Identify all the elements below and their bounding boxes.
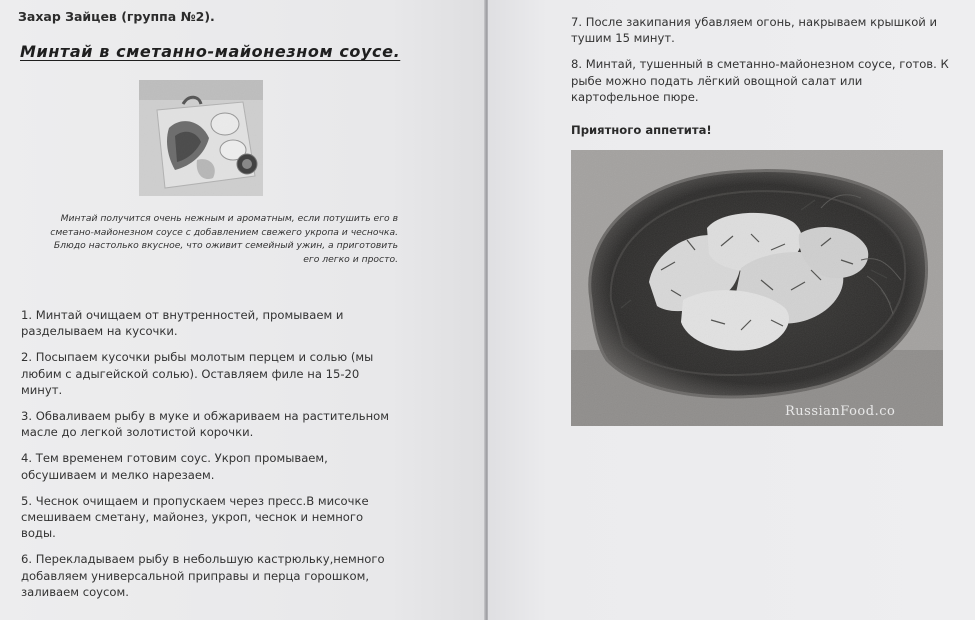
step-8: [571, 56, 951, 105]
step-line: рыбе можно подать лёгкий овощной салат или: [571, 73, 863, 88]
left-page: [0, 0, 486, 620]
closing-text: Приятного аппетита!: [571, 123, 712, 137]
step-5: [21, 493, 393, 542]
dish-photo-drawing: [571, 150, 943, 426]
intro-line: Минтай получится очень нежным и ароматным, если потушить его в: [60, 213, 398, 224]
step-1: [21, 307, 393, 339]
step-line: воды.: [21, 526, 56, 541]
step-2: [21, 349, 393, 398]
recipe-title: Минтай в сметанно-майонезном соусе.: [20, 42, 401, 61]
step-line: 4. Тем временем готовим соус. Укроп промываем,: [21, 451, 328, 466]
step-line: 2. Посыпаем кусочки рыбы молотым перцем и солью (мы: [21, 350, 374, 365]
step-6: [21, 551, 393, 600]
step-line: тушим 15 минут.: [571, 31, 675, 46]
author-line: Захар Зайцев (группа №2).: [18, 9, 215, 24]
step-line: 5. Чеснок очищаем и пропускаем через пресс.В мисочке: [21, 493, 369, 508]
step-3: [21, 408, 393, 440]
step-line: картофельное пюре.: [571, 89, 699, 104]
step-line: любим с адыгейской солью). Оставляем филе на 15-20: [21, 366, 360, 381]
intro-line: его легко и просто.: [303, 253, 398, 265]
intro-line: Блюдо настолько вкусное, что оживит семейный ужин, а приготовить: [53, 240, 398, 251]
intro-paragraph: [20, 212, 398, 266]
steps-list-right: [571, 14, 951, 115]
ingredients-photo-drawing: [139, 80, 263, 196]
step-7: [571, 14, 951, 46]
step-line: обсушиваем и мелко нарезаем.: [21, 467, 215, 482]
step-4: [21, 450, 393, 482]
step-line: заливаем соусом.: [21, 584, 129, 599]
step-line: 6. Перекладываем рыбу в небольшую кастрюльку,немного: [21, 552, 385, 567]
step-line: минут.: [21, 382, 63, 397]
intro-line: сметано-майонезном соусе с добавлением свежего укропа и чесночка.: [50, 226, 398, 238]
step-line: смешиваем сметану, майонез, укроп, чеснок и немного: [21, 510, 364, 525]
step-line: разделываем на кусочки.: [21, 324, 178, 339]
step-line: масле до легкой золотистой корочки.: [21, 425, 254, 440]
step-line: 7. После закипания убавляем огонь, накрываем крышкой и: [571, 15, 938, 29]
dish-photo: [571, 150, 943, 426]
ingredients-photo: [139, 80, 263, 196]
step-line: 3. Обваливаем рыбу в муке и обжариваем на растительном: [21, 409, 390, 424]
watermark-text: RussianFood.co: [785, 404, 896, 419]
step-line: добавляем универсальной приправы и перца горошком,: [21, 568, 369, 583]
steps-list-left: [21, 307, 393, 610]
step-line: 8. Минтай, тушенный в сметанно-майонезном соусе, готов. К: [571, 57, 949, 72]
step-line: 1. Минтай очищаем от внутренностей, промываем и: [21, 308, 344, 322]
